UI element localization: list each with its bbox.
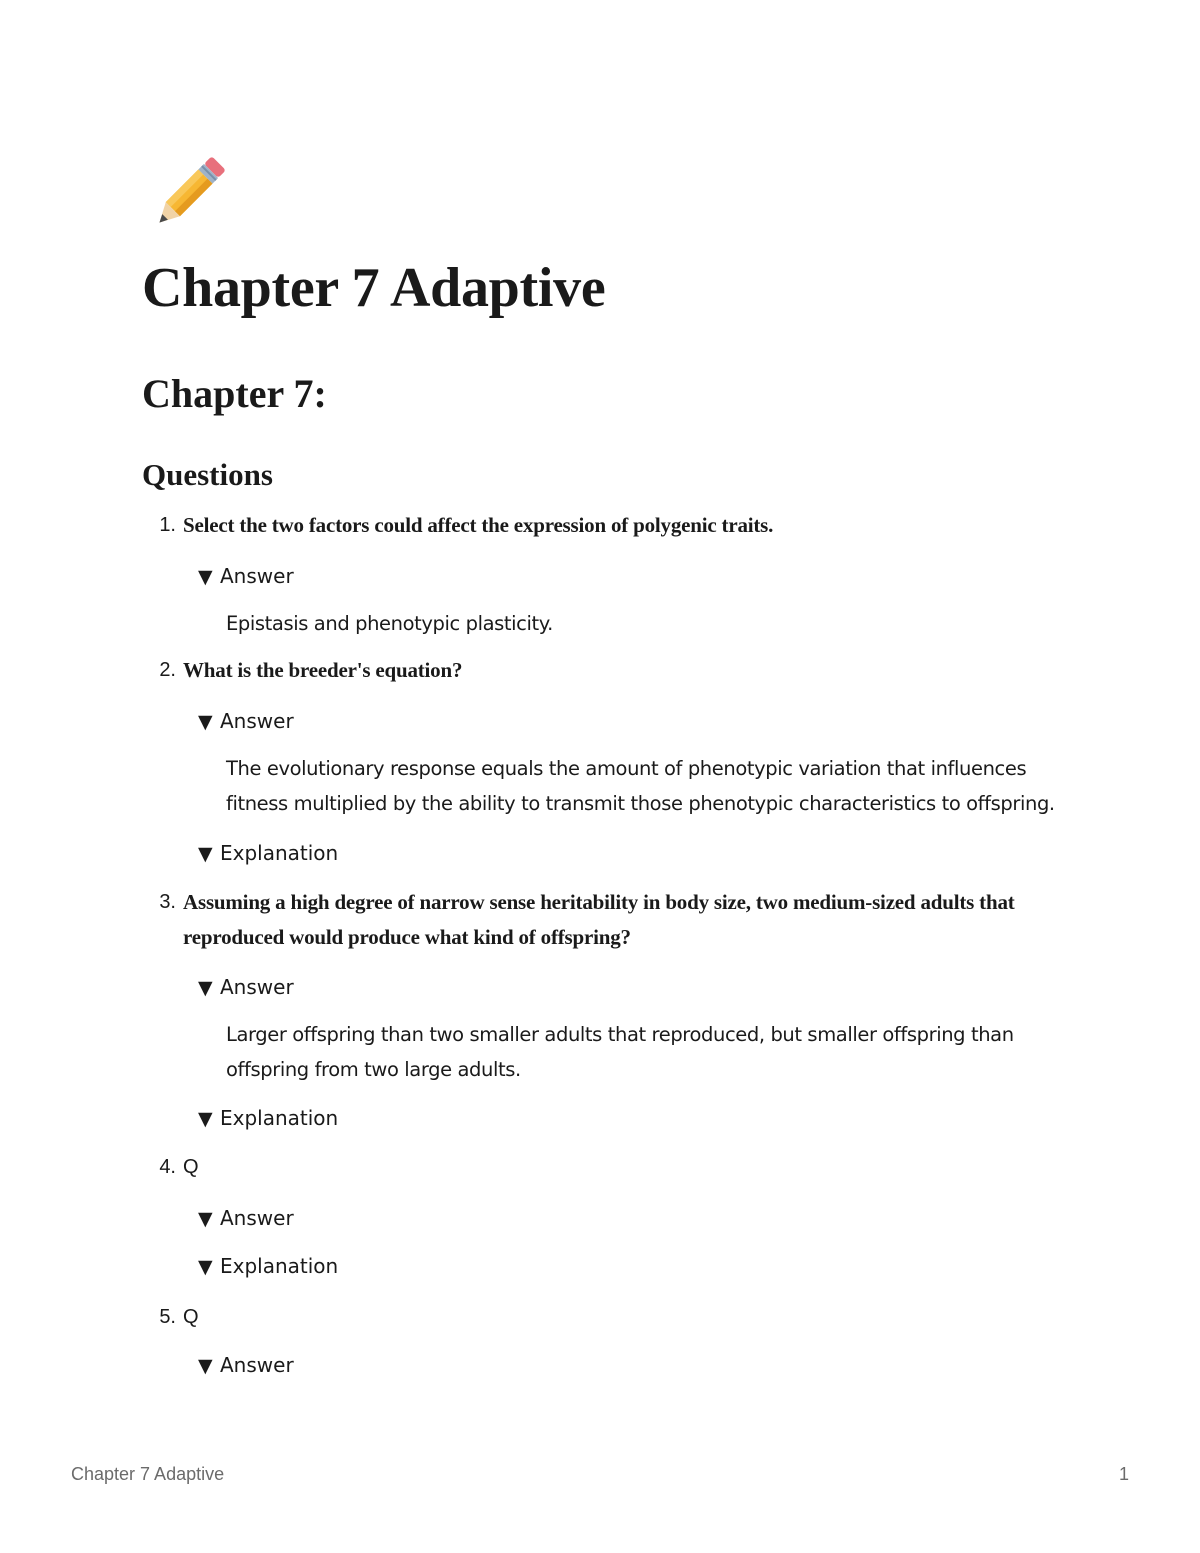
answer-toggle[interactable] (198, 705, 294, 738)
toggle-triangle-icon: ▼ (198, 1208, 213, 1230)
toggle-label: Explanation (220, 841, 339, 865)
question-number: 2. (159, 659, 176, 681)
question-text: Q (183, 1156, 199, 1178)
toggle-triangle-icon: ▼ (198, 711, 213, 733)
toggle-label: Answer (220, 1353, 294, 1377)
question-text: What is the breeder's equation? (183, 658, 463, 682)
page-number: 1 (1118, 1464, 1129, 1484)
footer-title: Chapter 7 Adaptive (71, 1464, 225, 1484)
toggle-label: Explanation (220, 1254, 339, 1278)
toggle-triangle-icon: ▼ (198, 977, 213, 999)
toggle-triangle-icon: ▼ (198, 1108, 213, 1130)
answer-toggle[interactable] (198, 1202, 294, 1235)
toggle-triangle-icon: ▼ (198, 566, 213, 588)
answer-text: Epistasis and phenotypic plasticity. (226, 612, 553, 635)
toggle-triangle-icon: ▼ (198, 1256, 213, 1278)
explanation-toggle[interactable] (198, 1102, 338, 1135)
answer-text: The evolutionary response equals the amount of phenotypic variation that influences fitness multiplied by the ability to transmit those phenotypic characteristics to offspring. (226, 757, 1055, 815)
question-number: 1. (159, 514, 176, 536)
toggle-label: Answer (220, 564, 294, 588)
toggle-label: Answer (220, 1206, 294, 1230)
question-text: Q (183, 1306, 199, 1328)
chapter-heading: Chapter 7: (142, 371, 327, 416)
question-number: 3. (159, 891, 176, 913)
question-number: 4. (159, 1156, 176, 1178)
toggle-label: Answer (220, 975, 294, 999)
explanation-toggle[interactable] (198, 837, 338, 870)
pencil-icon (142, 150, 232, 240)
question-text: Assuming a high degree of narrow sense heritability in body size, two medium-sized adults that reproduced would produce what kind of offspring? (183, 890, 1015, 949)
question-text: Select the two factors could affect the expression of polygenic traits. (183, 513, 774, 537)
page-title: Chapter 7 Adaptive (142, 257, 606, 319)
questions-heading: Questions (142, 457, 273, 492)
answer-toggle[interactable] (198, 971, 294, 1004)
answer-toggle[interactable] (198, 560, 294, 593)
toggle-label: Explanation (220, 1106, 339, 1130)
answer-toggle[interactable] (198, 1349, 294, 1382)
answer-text: Larger offspring than two smaller adults that reproduced, but smaller offspring than offspring from two large adults. (226, 1023, 1014, 1081)
toggle-label: Answer (220, 709, 294, 733)
explanation-toggle[interactable] (198, 1250, 338, 1283)
toggle-triangle-icon: ▼ (198, 843, 213, 865)
toggle-triangle-icon: ▼ (198, 1355, 213, 1377)
question-number: 5. (159, 1306, 176, 1328)
